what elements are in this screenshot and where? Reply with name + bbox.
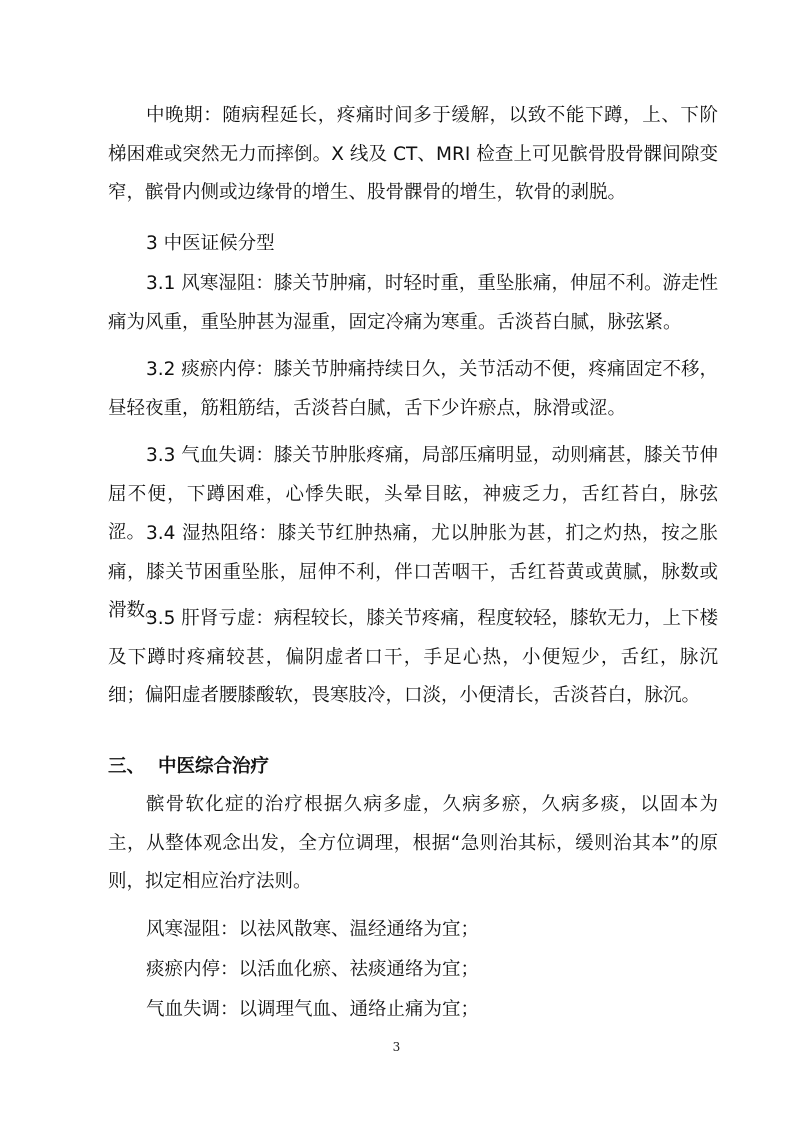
page-number: 3 — [392, 1040, 401, 1054]
treatment-item: 气血失调：以调理气血、通络止痛为宜； — [146, 999, 480, 1020]
paragraph-syndrome-3-2: 3.2 痰瘀内停：膝关节肿痛持续日久，关节活动不便，疼痛固定不移，昼轻夜重，筋粗筋结，舌淡苔白腻，舌下少许瘀点，脉滑或涩。 — [108, 359, 718, 419]
paragraph-late-stage: 中晚期：随病程延长，疼痛时间多于缓解，以致不能下蹲，上、下阶梯困难或突然无力而摔倒。X 线及 CT、MRI 检查上可见髌骨股骨髁间隙变窄，髌骨内侧或边缘骨的增生、股骨髁骨的增生，软骨的剥脱。 — [108, 105, 718, 204]
section-heading — [108, 748, 718, 787]
subheading-tcm-syndrome-types: 3 中医证候分型 — [146, 233, 275, 254]
section-heading-title: 中医综合治疗 — [158, 756, 270, 777]
paragraph-syndrome-3-4: 3.4 湿热阻络：膝关节红肿热痛，尤以肿胀为甚，扪之灼热，按之胀痛，膝关节困重坠胀，屈伸不利，伴口苦咽干，舌红苔黄或黄腻，脉数或滑数。 — [108, 523, 718, 622]
treatment-item: 痰瘀内停：以活血化瘀、祛痰通络为宜； — [146, 959, 480, 980]
paragraph-syndrome-3-3: 3.3 气血失调：膝关节肿胀疼痛，局部压痛明显，动则痛甚，膝关节伸屈不便，下蹲困难，心悸失眠，头晕目眩，神疲乏力，舌红苔白，脉弦涩。 — [108, 445, 718, 544]
treatment-item: 风寒湿阻：以祛风散寒、温经通络为宜； — [146, 919, 480, 940]
paragraph-syndrome-3-5: 3.5 肝肾亏虚：病程较长，膝关节疼痛，程度较轻，膝软无力，上下楼及下蹲时疼痛较甚，偏阴虚者口干，手足心热，小便短少，舌红，脉沉细；偏阳虚者腰膝酸软，畏寒肢冷，口淡，小便清长，舌淡苔白，脉沉。 — [108, 608, 718, 707]
paragraph-syndrome-3-1: 3.1 风寒湿阻：膝关节肿痛，时轻时重，重坠胀痛，伸屈不利。游走性痛为风重，重坠肿甚为湿重，固定冷痛为寒重。舌淡苔白腻，脉弦紧。 — [108, 273, 718, 333]
paragraph-treatment-intro: 髌骨软化症的治疗根据久病多虚，久病多瘀，久病多痰，以固本为主，从整体观念出发，全方位调理，根据“急则治其标，缓则治其本”的原则，拟定相应治疗法则。 — [108, 794, 718, 893]
section-heading-number: 三、 — [108, 756, 146, 777]
